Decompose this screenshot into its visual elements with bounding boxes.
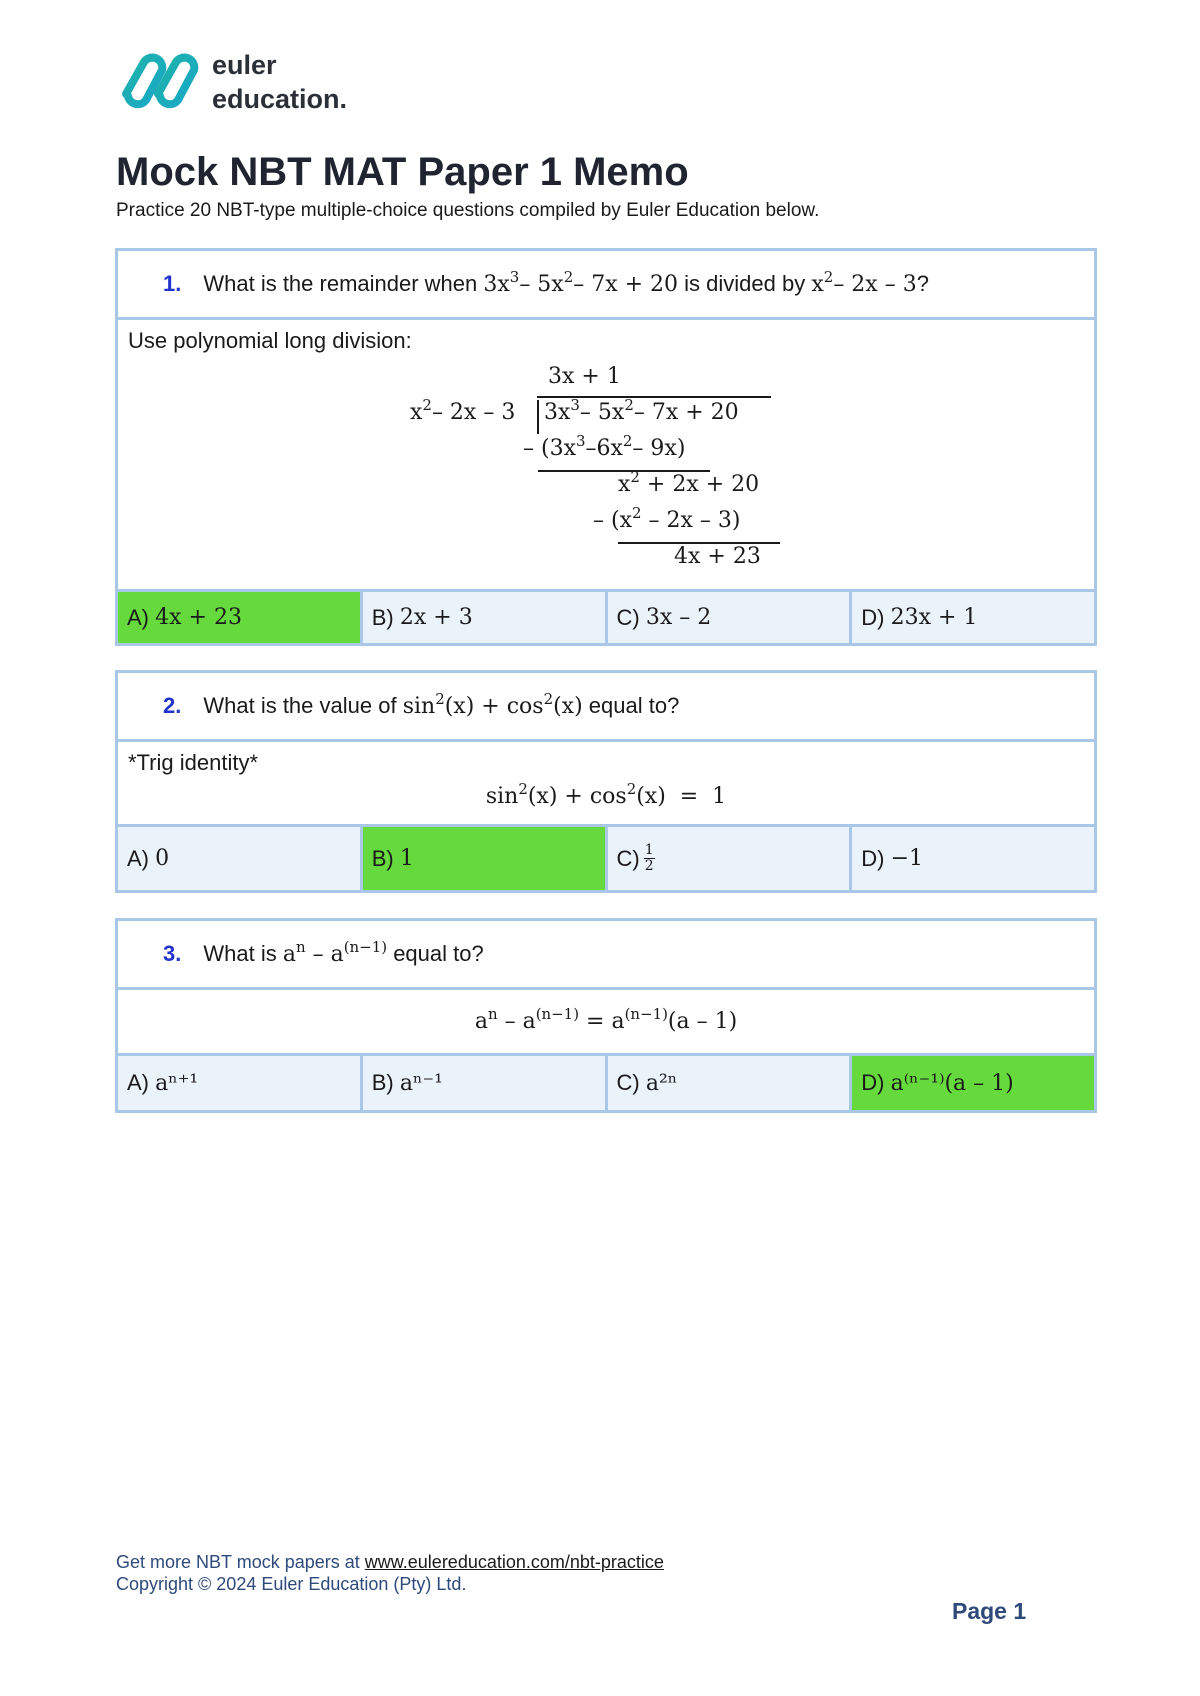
- footer-promo: Get more NBT mock papers at www.eulereducation.com/nbt-practice: [116, 1552, 664, 1572]
- option-d[interactable]: D) a⁽ⁿ⁻¹⁾(a – 1): [852, 1056, 1094, 1110]
- option-c[interactable]: C) $\frac{1}{2}$: [608, 827, 853, 890]
- question-text: What is $a^n - a^{(n-1)}$ equal to?: [203, 938, 484, 967]
- option-d[interactable]: D) 23x + 1: [852, 592, 1094, 643]
- option-b[interactable]: B) 1: [363, 827, 608, 890]
- brand-line2: education.: [212, 84, 348, 114]
- solution-expression: $a^n - a^{(n-1)} = a^{(n-1)}(a - 1)$: [474, 1005, 738, 1034]
- answer-options: [118, 592, 1094, 643]
- answer-options: [118, 1056, 1094, 1110]
- logo-mark-icon: [116, 50, 204, 114]
- page-title: Mock NBT MAT Paper 1 Memo: [116, 150, 689, 194]
- long-division-remainder: 4x + 23: [674, 544, 761, 569]
- question-card-1: [115, 248, 1097, 646]
- question-text: What is the value of $\sin^2(x) + \cos^2(x)$ equal to?: [203, 690, 680, 719]
- option-b[interactable]: B) 2x + 3: [363, 592, 608, 643]
- option-a[interactable]: A) 4x + 23: [118, 592, 363, 643]
- brand-line1: euler: [212, 50, 277, 80]
- solution-heading: *Trig identity*: [128, 750, 259, 775]
- long-division-step2-subtract: – $(x^2 - 2x - 3)$: [593, 504, 741, 533]
- solution-panel: [118, 742, 1094, 827]
- footer-copyright: Copyright © 2024 Euler Education (Pty) Ltd.: [116, 1574, 467, 1594]
- solution-expression: $\sin^2(x) + \cos^2(x) = 1$: [485, 780, 727, 809]
- footer-link[interactable]: www.eulereducation.com/nbt-practice: [364, 1552, 664, 1572]
- long-division-divisor: $x^2-$ 2x – 3: [410, 396, 516, 425]
- question-number: 3.: [163, 941, 182, 966]
- question-header: [118, 251, 1094, 320]
- long-division-quotient: 3x + 1: [548, 364, 621, 389]
- question-text: What is the remainder when $3x^3-$ $5x^2-$ 7x + 20 is divided by $x^2-$ 2x – 3?: [203, 268, 929, 297]
- question-header: [118, 921, 1094, 990]
- fraction: $\frac{1}{2}$: [644, 842, 654, 874]
- question-header: [118, 673, 1094, 742]
- long-division-bracket: [537, 400, 539, 434]
- long-division-step1-result: $x^2 + 2x + 20$: [618, 468, 760, 497]
- option-c[interactable]: C) 3x – 2: [608, 592, 853, 643]
- question-card-3: [115, 918, 1097, 1113]
- answer-options: [118, 827, 1094, 890]
- brand-name: [212, 48, 347, 116]
- option-b[interactable]: B) aⁿ⁻¹: [363, 1056, 608, 1110]
- page-number: Page 1: [952, 1598, 1027, 1624]
- solution-panel: [118, 990, 1094, 1056]
- option-a[interactable]: A) aⁿ⁺¹: [118, 1056, 363, 1110]
- question-number: 2.: [163, 693, 182, 718]
- solution-heading: Use polynomial long division:: [128, 328, 412, 353]
- brand-logo: [116, 48, 347, 116]
- long-division-step1-subtract: – ($3x^3-6x^2-$ 9x): [523, 432, 686, 461]
- option-a[interactable]: A) 0: [118, 827, 363, 890]
- question-card-2: [115, 670, 1097, 893]
- long-division-dividend: $3x^3-$ $5x^2-$ 7x + 20: [544, 396, 739, 425]
- page-subtitle: Practice 20 NBT-type multiple-choice questions compiled by Euler Education below.: [116, 200, 820, 221]
- question-number: 1.: [163, 271, 182, 296]
- option-c[interactable]: C) a²ⁿ: [608, 1056, 853, 1110]
- solution-panel: [118, 320, 1094, 592]
- option-d[interactable]: D) −1: [852, 827, 1094, 890]
